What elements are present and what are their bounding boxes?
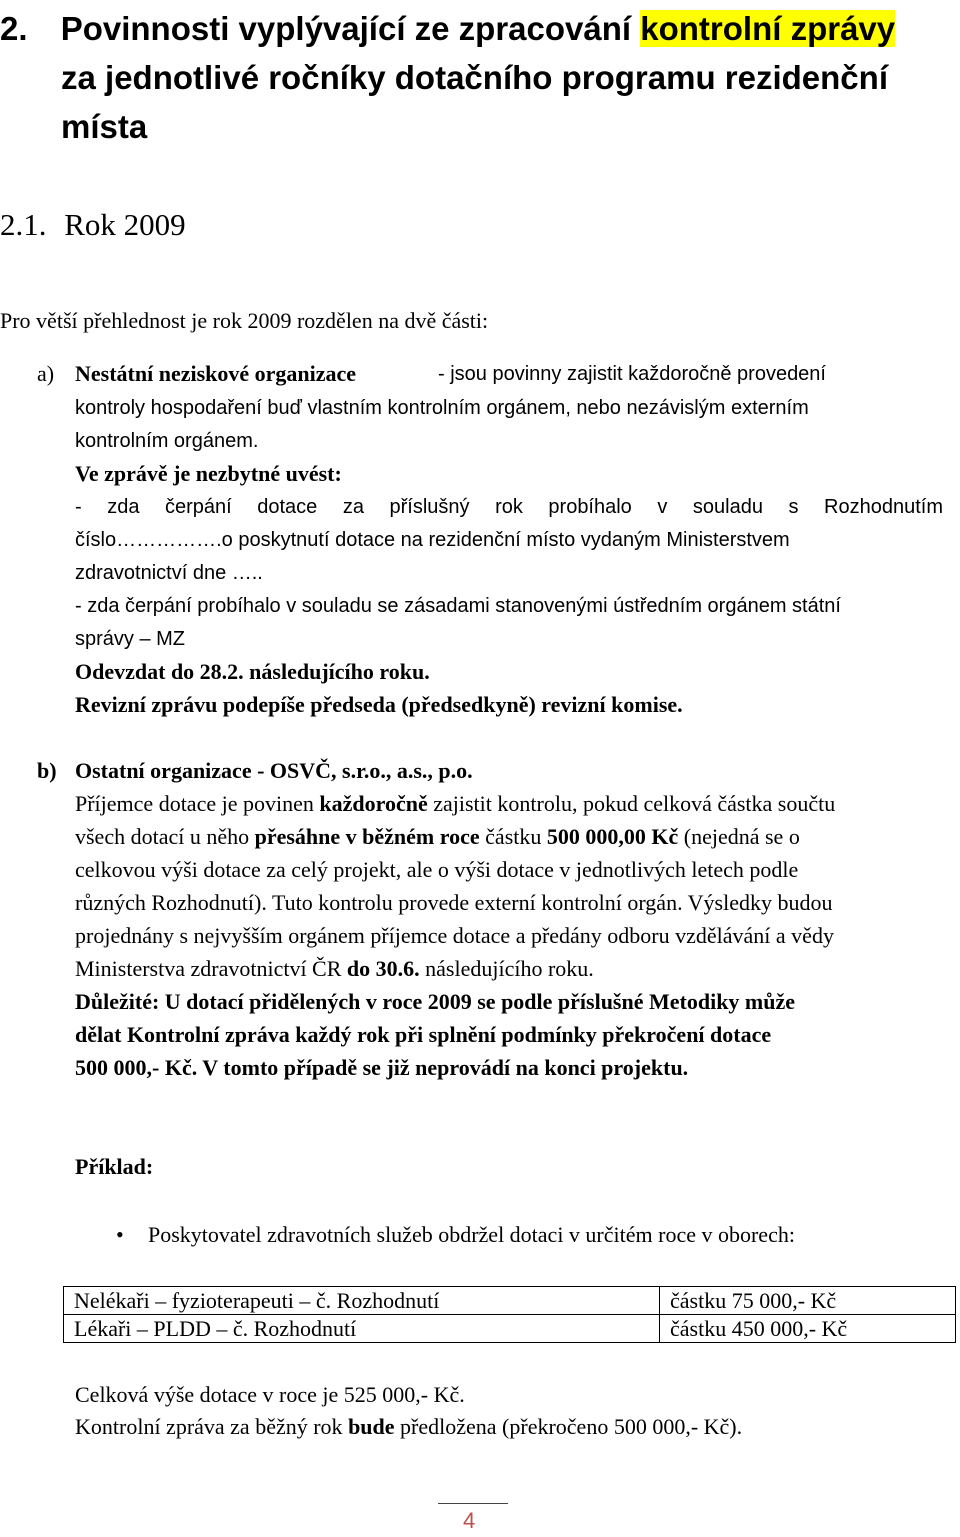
text-run: Kontrolní zpráva za běžný rok — [75, 1414, 349, 1439]
subsection-heading — [0, 206, 186, 244]
text-run: Příjemce dotace je povinen — [75, 791, 320, 816]
item1-line1: - zda čerpání dotace za příslušný rok probíhalo v souladu s Rozhodnutím — [75, 496, 943, 518]
text-run: (nejedná se o — [678, 824, 800, 849]
bullet-icon: • — [116, 1222, 124, 1247]
text-run-bold: každoročně — [319, 791, 428, 816]
text-run: zajistit kontrolu, pokud celková částka součtu — [427, 791, 836, 816]
section-number: 2. — [0, 10, 28, 47]
section-b-p5: projednány s nejvyšším orgánem příjemce dotace a předány odboru vzdělávání a vědy — [75, 923, 834, 948]
item1-line3: zdravotnictví dne ….. — [75, 562, 263, 584]
must-state-label: Ve zprávě je nezbytné uvést: — [75, 461, 342, 486]
text-run: všech dotací u něho — [75, 824, 255, 849]
important-line1: Důležité: U dotací přidělených v roce 2009 se podle příslušné Metodiky může — [75, 989, 796, 1014]
section-a-title: Nestátní neziskové organizace — [75, 361, 357, 386]
grant-table — [63, 1286, 956, 1343]
section-a-line2: kontroly hospodaření buď vlastním kontrolním orgánem, nebo nezávislým externím — [75, 397, 809, 419]
section-a-line1: - jsou povinny zajistit každoročně provedení — [438, 363, 826, 385]
heading-text: Povinnosti vyplývající ze zpracování — [60, 10, 641, 47]
section-b-label: b) — [37, 758, 57, 783]
total-text: Celková výše dotace v roce je 525 000,- Kč. — [75, 1382, 465, 1407]
subsection-title: Rok 2009 — [64, 207, 186, 242]
subsection-number: 2.1. — [0, 207, 47, 242]
section-b-p3: celkovou výši dotace za celý projekt, ale o výši dotace v jednotlivých letech podle — [75, 857, 799, 882]
item1-line2: číslo…………….o poskytnutí dotace na rezidenční místo vydaným Ministerstvem — [75, 529, 790, 551]
heading-highlight: kontrolní zprávy — [640, 10, 896, 47]
deadline: Odevzdat do 28.2. následujícího roku. — [75, 659, 430, 684]
important-line3: 500 000,- Kč. V tomto případě se již neprovádí na konci projektu. — [75, 1055, 689, 1080]
intro-text: Pro větší přehlednost je rok 2009 rozdělen na dvě části: — [0, 308, 489, 333]
page-number: 4 — [463, 1508, 476, 1533]
section-b-title: Ostatní organizace - OSVČ, s.r.o., a.s., p.o. — [75, 758, 473, 783]
table-row — [64, 1287, 956, 1315]
text-run-bold: bude — [348, 1414, 395, 1439]
signature-note: Revizní zprávu podepíše předseda (předsedkyně) revizní komise. — [75, 692, 683, 717]
example-label: Příklad: — [75, 1154, 154, 1179]
text-run-bold: přesáhne v běžném roce — [254, 824, 480, 849]
table-cell-amount: částku 450 000,- Kč — [660, 1315, 956, 1343]
text-run-bold: do 30.6. — [346, 956, 420, 981]
table-cell-field: Lékaři – PLDD – č. Rozhodnutí — [64, 1315, 660, 1343]
text-run: Ministerstva zdravotnictví ČR — [75, 956, 347, 981]
text-run-bold: 500 000,00 Kč — [546, 824, 679, 849]
item2-line1: - zda čerpání probíhalo v souladu se zásadami stanovenými ústředním orgánem státní — [75, 595, 841, 617]
section-b-p1 — [75, 788, 835, 820]
item2-line2: správy – MZ — [75, 628, 186, 650]
example-bullet-text: Poskytovatel zdravotních služeb obdržel dotaci v určitém roce v oborech: — [148, 1222, 795, 1247]
section-b-p2 — [75, 821, 800, 853]
table-cell-field: Nelékaři – fyzioterapeuti – č. Rozhodnutí — [64, 1287, 660, 1315]
text-run: předložena (překročeno 500 000,- Kč). — [394, 1414, 743, 1439]
section-a-label: a) — [37, 361, 55, 386]
table-row — [64, 1315, 956, 1343]
important-line2: dělat Kontrolní zpráva každý rok při splnění podmínky překročení dotace — [75, 1022, 772, 1047]
section-a-line3: kontrolním orgánem. — [75, 430, 259, 452]
section-b-p4: různých Rozhodnutí). Tuto kontrolu provede externí kontrolní orgán. Výsledky budou — [75, 890, 833, 915]
section-heading — [0, 9, 895, 49]
conclusion-text — [75, 1411, 742, 1443]
section-b-p6 — [75, 953, 594, 985]
text-run: následujícího roku. — [419, 956, 594, 981]
text-run: částku — [479, 824, 547, 849]
heading-line-3: místa — [61, 108, 148, 145]
table-cell-amount: částku 75 000,- Kč — [660, 1287, 956, 1315]
heading-line-2: za jednotlivé ročníky dotačního programu rezidenční — [61, 59, 888, 96]
footer-divider — [438, 1503, 508, 1504]
